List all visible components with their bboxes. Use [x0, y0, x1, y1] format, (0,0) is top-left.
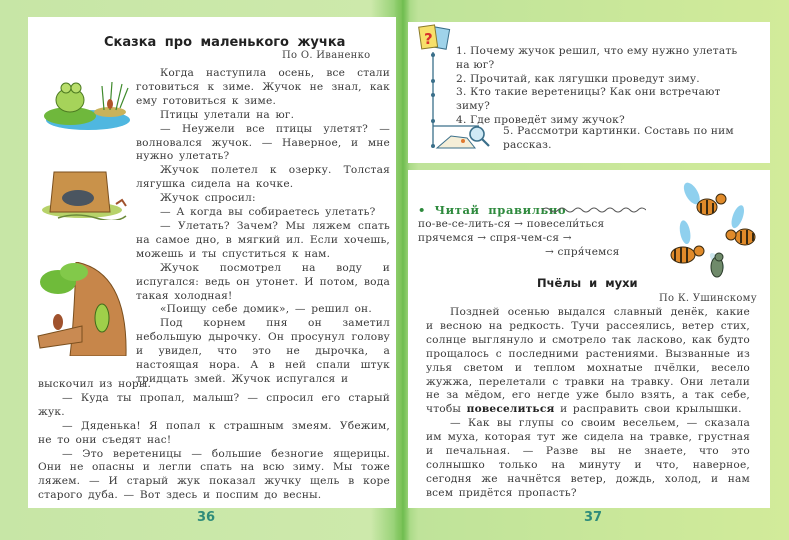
- left-story-text-top: [136, 67, 390, 387]
- read-correctly-line: прячемся → спря-чем-ся →: [418, 232, 572, 244]
- story-title-bees: Пчёлы и мухи: [537, 276, 638, 290]
- wavy-underline-decoration: [542, 206, 646, 214]
- paragraph: Жучок спросил:: [160, 192, 256, 205]
- paragraph: Жучок полетел к озерку. Толстая лягушка сидела на кочке.: [136, 164, 390, 191]
- frog-on-island-illustration: [40, 74, 130, 134]
- bee: [681, 180, 726, 215]
- svg-text:?: ?: [424, 30, 433, 48]
- paragraph: — Как вы глупы со своим весельем, — сказала им муха, которая тут же сидела на травке, грустная и печальная. — Разве вы не знаете, что это солнышко только на минуту и что, наверное, сегодня же начнётся ветер, дождь, холод, и нам всем придётся пропасть?: [426, 417, 750, 499]
- question-item: 1. Почему жучок решил, что ему нужно улетать на юг?: [456, 45, 738, 71]
- paragraph: — А когда вы собираетесь улетать?: [160, 206, 376, 219]
- left-story-text-bottom: [38, 378, 390, 503]
- paragraph: — Куда ты пропал, малыш? — спросил его старый жук.: [38, 391, 390, 418]
- question-item: 4. Где проведёт зиму жучок?: [456, 113, 625, 126]
- paragraph: Под корнем пня он заметил небольшую дырочку. Он просунул голову и увидел, что это не дырочка, а настоящая нора. А в ней спали штук тридцать змей. Жучок испугался и: [136, 317, 390, 385]
- bold-word: повеселиться: [466, 403, 555, 416]
- question-item-5: [503, 125, 747, 153]
- paragraph: — Улетать? Зачем? Мы ляжем спать на самое дно, в мягкий ил. Если хочешь, можешь и ты спуститься к нам.: [136, 219, 390, 260]
- story-author-bees: По К. Ушинскому: [659, 293, 757, 304]
- bees-story-text: [426, 306, 750, 501]
- read-correctly-heading: • Читай правильно: [418, 203, 567, 217]
- paragraph: выскочил из норы.: [38, 378, 152, 390]
- page-number-left: 36: [197, 510, 216, 525]
- text-run: Поздней осенью выдался славный денёк, какие и весною на редкость. Тучи рассеялись, ветер стих, солнце выглянуло и смотрело так ласково, как будто прощалось с последними растениями. Вызванные из улья светом и теплом мохнатые пчёлки, весело жужжа, перелетали с травки на травку. Они летали не за мёдом, его негде уже было взять, а так себе, чтобы: [426, 306, 750, 416]
- read-correctly-line: → спря́чемся: [545, 246, 620, 258]
- question-item: 3. Кто такие веретеницы? Как они встречают зиму?: [456, 86, 721, 113]
- question-item: 5. Рассмотри картинки. Составь по ним рассказ.: [503, 125, 734, 151]
- paragraph: Когда наступила осень, все стали готовиться к зиме. Жучок не знал, как ему готовиться к зиме.: [136, 67, 390, 107]
- paragraph: «Поищу себе домик», — решил он.: [160, 303, 372, 316]
- paragraph: — Это веретеницы — большие безногие ящерицы. Они не опасны и легли спать на всю зиму. Мы тоже ляжем. — И старый жук показал жучку щель в коре старого дуба. — Вот здесь и поспим до весны.: [38, 447, 390, 502]
- paragraph: — Дяденька! Я попал к страшным змеям. Убежим, не то они съедят нас!: [38, 419, 390, 446]
- tree-stump-snakes-illustration: [36, 168, 132, 220]
- story-title: Сказка про маленького жучка: [104, 35, 346, 50]
- paragraph: Птицы улетали на юг.: [160, 108, 295, 121]
- paragraph: [426, 306, 750, 417]
- paragraph: — Неужели все птицы улетят? — волновался жучок. — Наверное, и мне нужно улетать?: [136, 122, 390, 163]
- read-correctly-line: по-ве-се-лить-ся → повесели́ться: [418, 218, 605, 230]
- story-author: По О. Иваненко: [282, 50, 371, 61]
- text-run: и расправить свои крылышки.: [554, 403, 742, 416]
- bees-and-fly-illustration: [665, 175, 765, 285]
- questions-list: [456, 45, 746, 128]
- question-item: 2. Прочитай, как лягушки проведут зиму.: [456, 72, 700, 85]
- page-number-right: 37: [584, 510, 603, 525]
- paragraph: Жучок посмотрел на воду и испугался: ведь он утонет. И потом, вода такая холодная!: [136, 261, 390, 302]
- book-magnifier-icon: [433, 124, 503, 154]
- oak-tree-beetles-illustration: [36, 262, 128, 356]
